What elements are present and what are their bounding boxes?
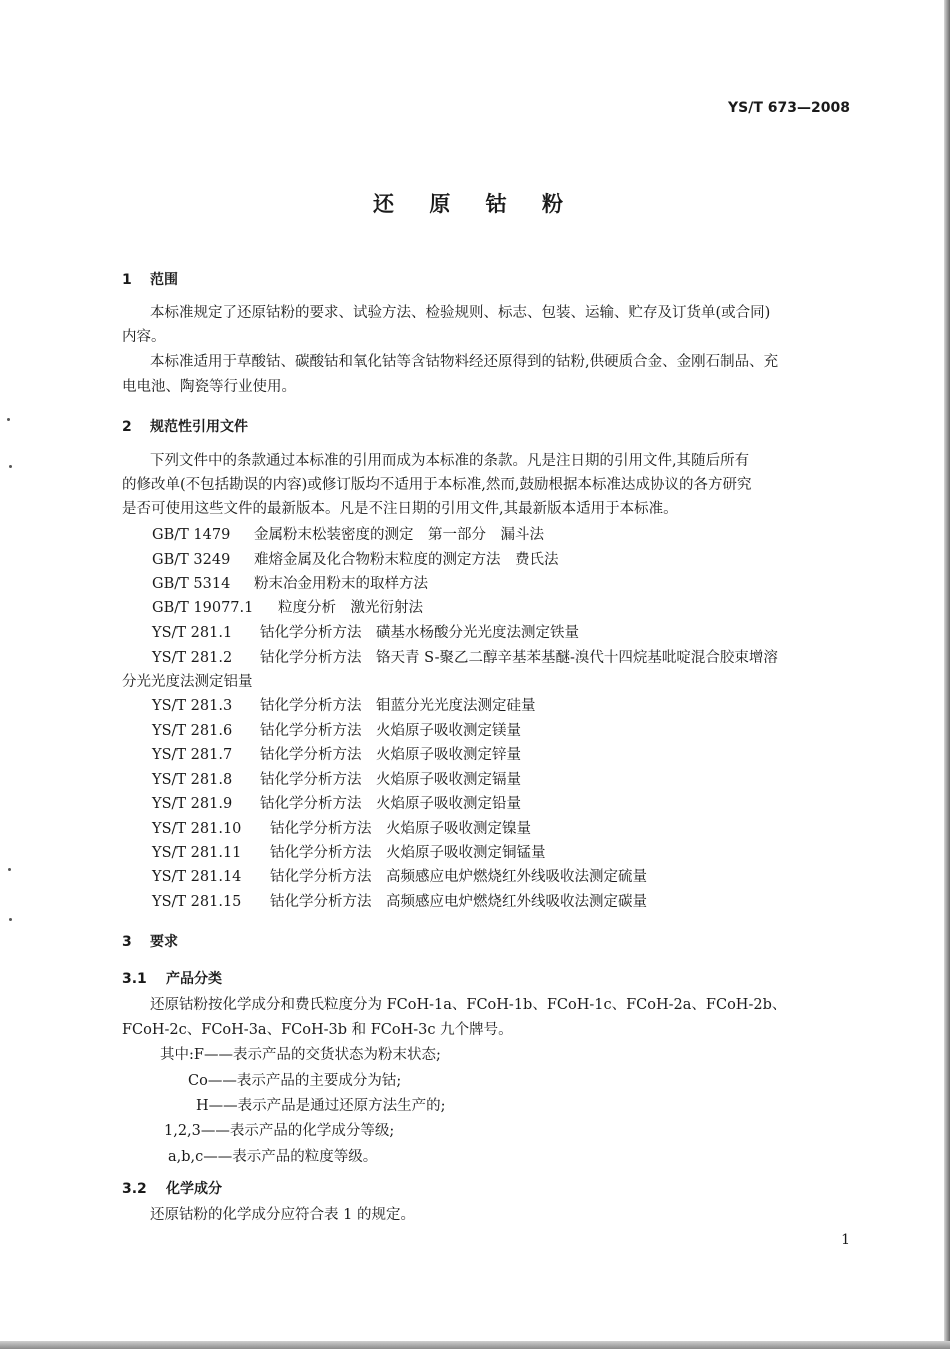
section-number: 1 — [122, 272, 132, 288]
paragraph-line: 内容。 — [122, 329, 166, 345]
reference-title: 钴化学分析方法 钼蓝分光光度法测定硅量 — [260, 698, 536, 714]
reference-code: GB/T 1479 — [152, 527, 231, 543]
reference-item — [152, 526, 544, 544]
reference-code: YS/T 281.9 — [152, 796, 233, 812]
paragraph-line: 本标准适用于草酸钴、碳酸钴和氧化钴等含钴物料经还原得到的钴粉,供硬质合金、金刚石制品、充 — [150, 354, 779, 370]
subsection-title: 化学成分 — [166, 1181, 222, 1197]
reference-code: GB/T 5314 — [152, 576, 231, 592]
reference-code: YS/T 281.3 — [152, 698, 233, 714]
reference-title: 钴化学分析方法 火焰原子吸收测定铅量 — [260, 796, 521, 812]
scan-speck — [7, 418, 10, 421]
reference-item — [152, 624, 579, 642]
reference-title: 钴化学分析方法 铬天青 S-聚乙二醇辛基苯基醚-溴代十四烷基吡啶混合胶束增溶 — [260, 650, 778, 666]
section-title: 规范性引用文件 — [150, 419, 248, 435]
reference-code: GB/T 19077.1 — [152, 600, 254, 616]
subsection-title: 产品分类 — [166, 971, 222, 987]
document-title: 还 原 钴 粉 — [373, 192, 577, 216]
reference-code: YS/T 281.6 — [152, 723, 233, 739]
reference-item — [152, 893, 647, 911]
subsection-3-2-heading — [122, 1180, 222, 1198]
page-number: 1 — [841, 1232, 850, 1248]
reference-item — [152, 551, 559, 569]
subsection-number: 3.1 — [122, 971, 147, 987]
reference-code: YS/T 281.7 — [152, 747, 233, 763]
paragraph-line: 是否可使用这些文件的最新版本。凡是不注日期的引用文件,其最新版本适用于本标准。 — [122, 501, 678, 517]
reference-title: 钴化学分析方法 磺基水杨酸分光光度法测定铁量 — [260, 625, 579, 641]
reference-item — [152, 599, 423, 617]
reference-title: 粉末冶金用粉末的取样方法 — [254, 576, 428, 592]
reference-title: 钴化学分析方法 火焰原子吸收测定锌量 — [260, 747, 521, 763]
reference-title: 钴化学分析方法 火焰原子吸收测定镉量 — [260, 772, 521, 788]
definition-line: 其中:F——表示产品的交货状态为粉末状态; — [160, 1047, 441, 1063]
reference-code: YS/T 281.15 — [152, 894, 242, 910]
reference-code: YS/T 281.8 — [152, 772, 233, 788]
reference-item — [152, 649, 778, 667]
reference-code: YS/T 281.2 — [152, 650, 233, 666]
section-title: 要求 — [150, 934, 178, 950]
reference-item — [152, 722, 521, 740]
reference-code: YS/T 281.1 — [152, 625, 233, 641]
reference-title: 钴化学分析方法 火焰原子吸收测定镁量 — [260, 723, 521, 739]
reference-title: 难熔金属及化合物粉末粒度的测定方法 费氏法 — [254, 552, 559, 568]
reference-item — [152, 697, 536, 715]
scan-speck — [8, 868, 11, 871]
standard-number: YS/T 673—2008 — [728, 100, 850, 116]
section-1-heading — [122, 271, 178, 289]
reference-title: 钴化学分析方法 高频感应电炉燃烧红外线吸收法测定碳量 — [270, 894, 647, 910]
paragraph-line: 还原钴粉按化学成分和费氏粒度分为 FCoH-1a、FCoH-1b、FCoH-1c、FCoH-2a、FCoH-2b、 — [150, 997, 787, 1013]
definition-line: H——表示产品是通过还原方法生产的; — [196, 1098, 446, 1114]
scan-speck — [9, 918, 12, 921]
paragraph-line: 下列文件中的条款通过本标准的引用而成为本标准的条款。凡是注日期的引用文件,其随后所有 — [150, 453, 750, 469]
subsection-3-1-heading — [122, 970, 222, 988]
reference-item — [152, 746, 521, 764]
paragraph-line: 电电池、陶瓷等行业使用。 — [122, 379, 296, 395]
definition-line: 1,2,3——表示产品的化学成分等级; — [164, 1123, 395, 1139]
reference-title: 金属粉末松装密度的测定 第一部分 漏斗法 — [254, 527, 544, 543]
reference-item — [152, 844, 546, 862]
paragraph-line: 本标准规定了还原钴粉的要求、试验方法、检验规则、标志、包装、运输、贮存及订货单(或合同) — [150, 305, 771, 321]
reference-item-continued — [122, 673, 253, 691]
reference-item — [152, 820, 531, 838]
reference-code: YS/T 281.14 — [152, 869, 242, 885]
reference-title: 钴化学分析方法 火焰原子吸收测定镍量 — [270, 821, 531, 837]
paragraph-line: 的修改单(不包括勘误的内容)或修订版均不适用于本标准,然而,鼓励根据本标准达成协议的各方研究 — [122, 477, 752, 493]
subsection-number: 3.2 — [122, 1181, 147, 1197]
reference-item — [152, 575, 428, 593]
reference-title: 钴化学分析方法 火焰原子吸收测定铜锰量 — [270, 845, 546, 861]
reference-title: 粒度分析 激光衍射法 — [278, 600, 423, 616]
reference-code: GB/T 3249 — [152, 552, 231, 568]
scan-speck — [9, 465, 12, 468]
reference-item — [152, 868, 647, 886]
section-3-heading — [122, 933, 178, 951]
reference-code: YS/T 281.11 — [152, 845, 242, 861]
reference-title: 钴化学分析方法 高频感应电炉燃烧红外线吸收法测定硫量 — [270, 869, 647, 885]
section-number: 3 — [122, 934, 132, 950]
section-title: 范围 — [150, 272, 178, 288]
definition-line: Co——表示产品的主要成分为钴; — [188, 1073, 402, 1089]
section-number: 2 — [122, 419, 132, 435]
reference-code: YS/T 281.10 — [152, 821, 242, 837]
section-2-heading — [122, 418, 248, 436]
definition-line: a,b,c——表示产品的粒度等级。 — [168, 1149, 378, 1165]
paragraph-line: 还原钴粉的化学成分应符合表 1 的规定。 — [150, 1207, 415, 1223]
reference-item — [152, 795, 521, 813]
reference-title: 分光光度法测定铝量 — [122, 674, 253, 690]
scan-bottom-shadow — [0, 1341, 950, 1349]
reference-item — [152, 771, 521, 789]
paragraph-line: FCoH-2c、FCoH-3a、FCoH-3b 和 FCoH-3c 九个牌号。 — [122, 1022, 513, 1038]
